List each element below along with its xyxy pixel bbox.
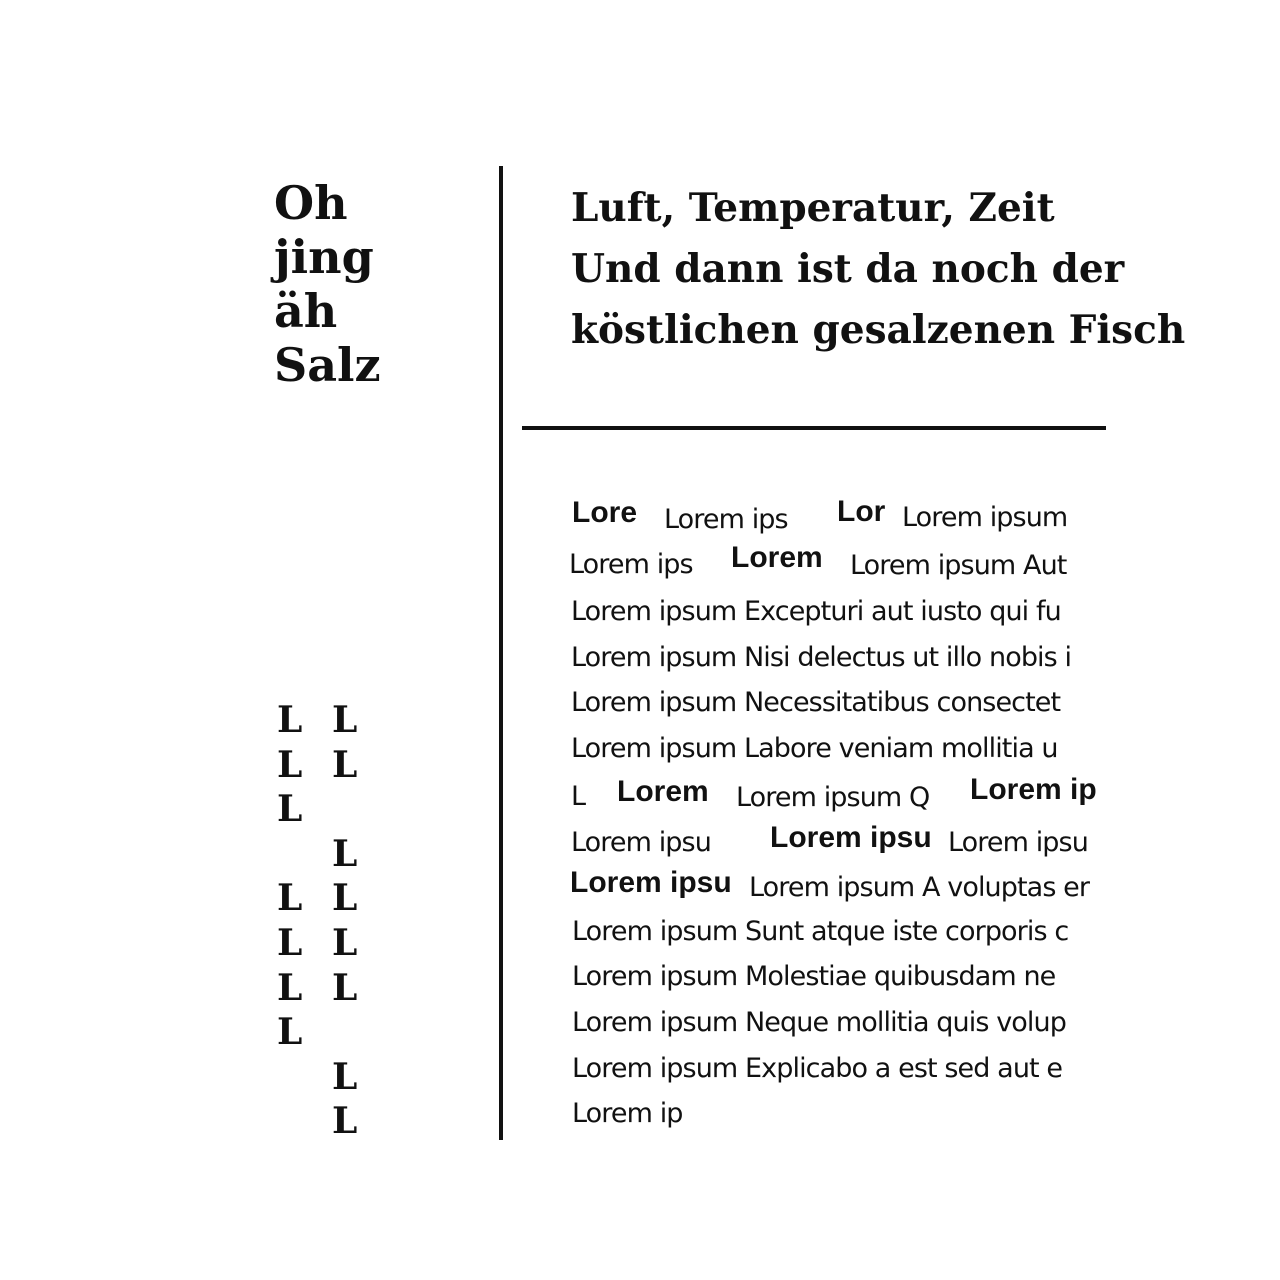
text-line: Lorem ipsum Neque mollitia quis volup [572,1007,1066,1038]
letter-cell: L [277,743,303,786]
side-title-line: Salz [274,338,381,392]
text-line: Lorem ipsum Nisi delectus ut illo nobis i [571,642,1072,673]
letter-cell: L [332,1100,358,1143]
bold-fragment: Lorem ipsu [770,821,932,854]
letter-cell: L [332,877,358,920]
letter-cell: L [332,832,358,875]
bold-fragment: Lorem [731,541,823,574]
letter-cell: L [332,1055,358,1098]
side-title-line: Oh [274,176,348,230]
bold-fragment: Lor [837,495,886,528]
text-line: Lorem ip [572,1098,683,1129]
text-fragment: Lorem ipsum Aut [850,550,1067,581]
letter-cell: L [332,743,358,786]
bold-fragment: Lorem ip [970,773,1097,806]
text-fragment: Lorem ips [569,549,693,580]
heading-line: Und dann ist da noch der [571,246,1125,292]
letter-cell: L [332,699,358,741]
side-title-line: jing [274,230,374,284]
letter-cell: L [277,877,303,920]
text-line: Lorem ipsum Labore veniam mollitia u [571,733,1058,764]
letter-cell: L [332,921,358,964]
text-line: Lorem ipsum Excepturi aut iusto qui fu [571,596,1061,627]
bold-fragment: Lorem ipsu [570,866,732,899]
text-fragment: Lorem ipsum Q [736,782,930,813]
heading-line: Luft, Temperatur, Zeit [571,185,1055,231]
text-line: Lorem ipsum Sunt atque iste corporis c [572,916,1069,947]
text-fragment: Lorem ipsum A voluptas er [749,872,1090,903]
text-line: Lorem ipsum Molestiae quibusdam ne [572,961,1056,992]
bold-fragment: Lorem [617,775,709,808]
letter-cell: L [277,699,303,741]
side-title-line: äh [274,284,338,338]
text-fragment: L [571,781,586,812]
letter-cell: L [277,1011,303,1054]
text-fragment: Lorem ipsu [948,827,1088,858]
heading-line: köstlichen gesalzenen Fisch [571,307,1186,353]
letter-cell: L [277,966,303,1009]
letter-cell: L [332,966,358,1009]
letter-cell: L [277,921,303,964]
letter-cell: L [277,788,303,831]
bold-fragment: Lore [572,496,638,529]
text-line: Lorem ipsum Necessitatibus consectet [571,687,1061,718]
text-fragment: Lorem ips [664,504,788,535]
text-fragment: Lorem ipsu [571,827,711,858]
text-line: Lorem ipsum Explicabo a est sed aut e [572,1053,1063,1084]
text-fragment: Lorem ipsum [902,502,1068,533]
